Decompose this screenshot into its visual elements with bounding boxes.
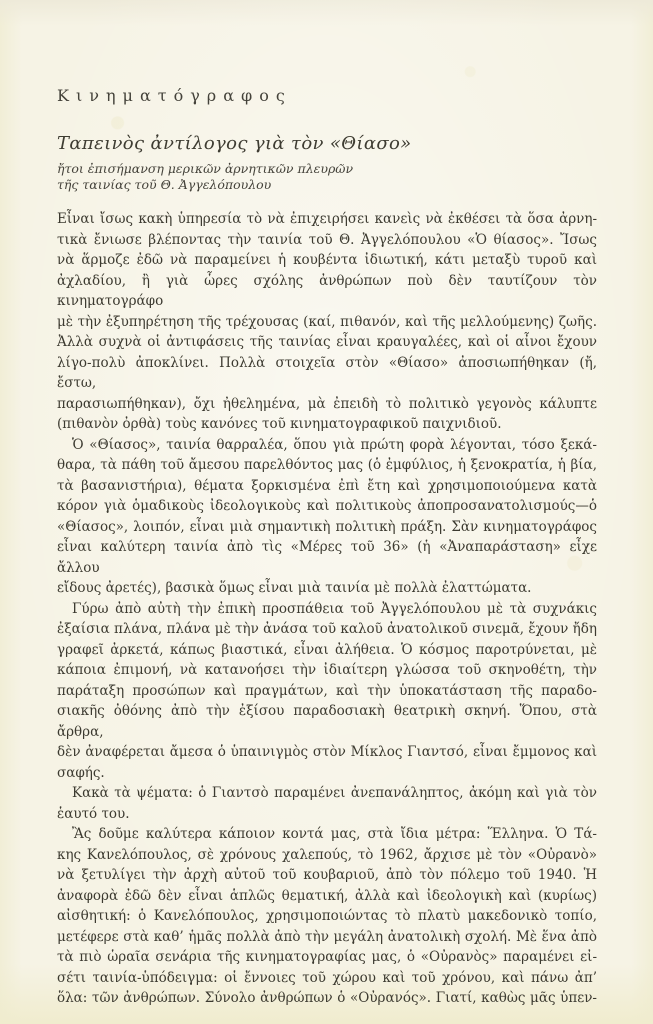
text-line: Γύρω ἀπὸ αὐτὴ τὴν ἐπικὴ προσπάθεια τοῦ Ἀγγελόπουλου μὲ τὰ συχνάκις	[72, 600, 597, 617]
text-line: ὅλα: τῶν ἀνθρώπων. Σύνολο ἀνθρώπων ὁ «Οὐρανός». Γιατί, καθὼς μᾶς ὑπεν-	[57, 990, 597, 1006]
text-line: μετέφερε στὰ καθ’ ἡμᾶς πολλὰ ἀπὸ τὴν μεγάλη ἀνατολικὴ σχολή. Μὲ ἕνα ἀπὸ	[57, 928, 597, 945]
text-line: Ὁ «Θίασος», ταινία θαρραλέα, ὅπου γιὰ πρώτη φορὰ λέγονται, τόσο ξεκά-	[72, 436, 597, 453]
text-line: σέτι ταινία-ὑπόδειγμα: οἱ ἔννοιες τοῦ χώρου καὶ τοῦ χρόνου, καὶ πάνω ἀπ’	[57, 969, 597, 986]
text-line: ἐξαίσια πλάνα, πλάνα μὲ τὴν ἀνάσα τοῦ καλοῦ ἀνατολικοῦ σινεμᾶ, ἔχουν ἤδη	[57, 621, 597, 637]
text-line: (πιθανὸν ὀρθὰ) τοὺς κανόνες τοῦ κινηματογραφικοῦ παιχνιδιοῦ.	[57, 416, 502, 432]
paragraph	[57, 209, 597, 435]
text-line: ἑαυτό του.	[57, 805, 130, 822]
paragraph	[57, 435, 597, 599]
text-line: παρασιωπήθηκαν), ὄχι ἠθελημένα, μὰ ἐπειδὴ τὸ πολιτικὸ γεγονὸς κάλυπτε	[57, 395, 597, 412]
text-line: τὰ πιὸ ὡραῖα σενάρια τῆς κινηματογραφίας μας, ὁ «Οὐρανὸς» παραμένει εἰ-	[57, 949, 597, 965]
text-line: «Θίασος», λοιπόν, εἶναι μιὰ σημαντικὴ πολιτικὴ πράξη. Σὰν κινηματογράφος	[57, 518, 597, 535]
text-line: σαφής.	[57, 764, 105, 781]
text-line: εἴδους ἀρετές), βασικὰ ὅμως εἶναι μιὰ ταινία μὲ πολλὰ ἐλαττώματα.	[57, 580, 532, 596]
text-line: δὲν ἀναφέρεται ἄμεσα ὁ ὑπαινιγμὸς στὸν Μίκλος Γιαντσό, εἶναι ἔμμονος καὶ	[57, 744, 597, 760]
text-line: κάποια ἐπιμονή, νὰ κατανοήσει τὴν ἰδιαίτερη γλώσσα τοῦ σκηνοθέτη, τὴν	[57, 662, 597, 678]
text-line: σιακῆς ὀθόνης ἀπὸ τὴν ἐξίσου παραδοσιακὴ θεατρικὴ σκηνή. Ὅπου, στὰ ἄρθρα,	[57, 703, 597, 740]
text-line: αἰσθητική: ὁ Κανελόπουλος, χρησιμοποιώντας τὸ πλατὺ μακεδονικὸ τοπίο,	[57, 908, 597, 924]
text-line: Κακὰ τὰ ψέματα: ὁ Γιαντσὸ παραμένει ἀνεπανάληπτος, ἀκόμη καὶ γιὰ τὸν	[72, 785, 597, 801]
paragraph	[57, 599, 597, 784]
text-line: εἶναι καλύτερη ταινία ἀπὸ τὶς «Μέρες τοῦ 36» (ἡ «Ἀναπαράσταση» εἶχε ἄλλου	[57, 539, 597, 576]
text-line: κης Κανελόπουλος, σὲ χρόνους χαλεπούς, τὸ 1962, ἄρχισε μὲ τὸν «Οὐρανὸ»	[57, 846, 597, 863]
text-line: Εἶναι ἴσως κακὴ ὑπηρεσία τὸ νὰ ἐπιχειρήσει κανεὶς νὰ ἐκθέσει τὰ ὅσα ἀρνη-	[57, 211, 597, 227]
text-line: ἀναφορὰ ἐδῶ δὲν εἶναι ἁπλῶς θεματική, ἀλλὰ καὶ ἰδεολογικὴ καὶ (κυρίως)	[57, 887, 597, 904]
text-line: γραφεῖ ἀρκετά, κάπως βιαστικά, εἶναι ἀλήθεια. Ὁ κόσμος παροτρύνεται, μὲ	[57, 641, 597, 658]
text-line: κόρον γιὰ ὁμαδικοὺς ἰδεολογικοὺς καὶ πολιτικοὺς ἀποπροσανατολισμούς—ὁ	[57, 498, 597, 514]
text-line: μὲ τὴν ἐξυπηρέτηση τῆς τρέχουσας (καί, πιθανόν, καὶ τῆς μελλούμενης) ζωῆς.	[57, 313, 597, 330]
text-line: νὰ ξετυλίγει τὴν ἀρχὴ αὐτοῦ τοῦ κουβαριοῦ, ἀπὸ τὸν πόλεμο τοῦ 1940. Ἡ	[57, 867, 597, 883]
text-line: τικὰ ἔνιωσε βλέποντας τὴν ταινία τοῦ Θ. Ἀγγελόπουλου «Ὁ θίασος». Ἴσως	[57, 231, 597, 248]
subtitle-line: τῆς ταινίας τοῦ Θ. Ἀγγελόπουλου	[57, 176, 272, 192]
text-line: θαρα, τὰ πάθη τοῦ ἄμεσου παρελθόντος μας (ὁ ἐμφύλιος, ἡ ξενοκρατία, ἡ βία,	[57, 457, 597, 473]
text-line: ἀχλαδίου, ἢ γιὰ ὧρες σχόλης ἀνθρώπων ποὺ δὲν ταυτίζουν τὸν κινηματογράφο	[57, 272, 597, 309]
text-line: λίγο-πολὺ ἀποκλίνει. Πολλὰ στοιχεῖα στὸν «Θίασο» ἀποσιωπήθηκαν (ἤ, ἔστω,	[57, 354, 597, 391]
text-line: τὰ βασανιστήρια), θέματα ξορκισμένα ἐπὶ ἔτη καὶ χρησιμοποιούμενα κατὰ	[57, 477, 597, 494]
paragraph	[57, 783, 597, 824]
article-subtitle	[57, 161, 597, 192]
article-title: Ταπεινὸς ἀντίλογος γιὰ τὸν «Θίασο»	[57, 133, 412, 154]
subtitle-line: ἤτοι ἐπισήμανση μερικῶν ἀρνητικῶν πλευρῶν	[57, 161, 354, 176]
text-line: νὰ ἅρμοζε ἐδῶ νὰ παραμείνει ἡ κουβέντα ἰδιωτική, κάτι μεταξὺ τυροῦ καὶ	[57, 252, 597, 268]
text-line: Ἀλλὰ συχνὰ οἱ ἀντιφάσεις τῆς ταινίας εἶναι κραυγαλέες, καὶ οἱ αἶνοι ἔχουν	[57, 334, 597, 350]
text-line: παράταξη προσώπων καὶ πραγμάτων, καὶ τὴν ὑποκατάσταση τῆς παραδο-	[57, 682, 597, 699]
paragraph	[57, 824, 597, 1009]
section-heading: Κινηματόγραφος	[57, 86, 292, 105]
text-line: Ἂς δοῦμε καλύτερα κάποιον κοντά μας, στὰ ἴδια μέτρα: Ἕλληνα. Ὁ Τά-	[72, 826, 597, 842]
article-body	[57, 209, 597, 1009]
